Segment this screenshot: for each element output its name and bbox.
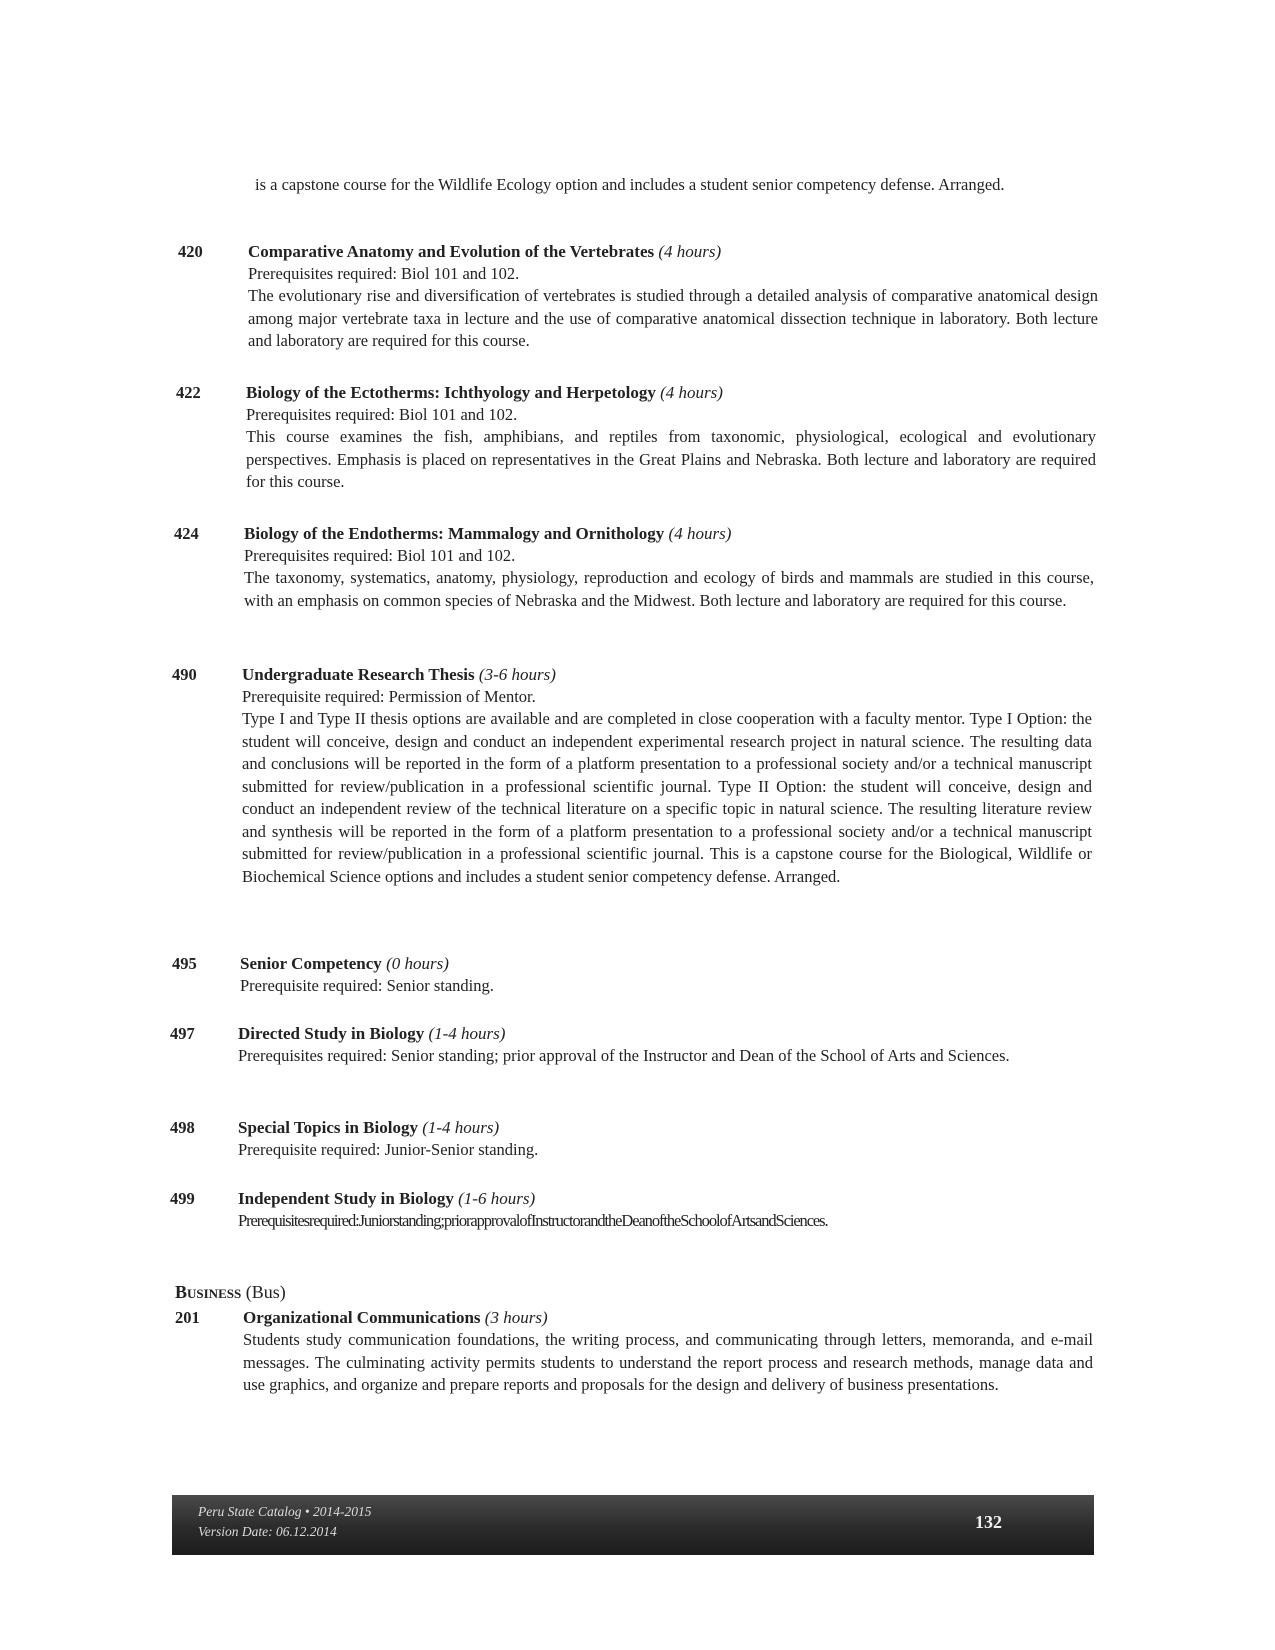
page-number: 132: [975, 1512, 1002, 1532]
course-prerequisites: Prerequisitesrequired:Juniorstanding;priorapprovalofInstructorandtheDeanoftheSchoolofArtsandSciences.: [238, 1211, 828, 1230]
course-body: [238, 1023, 1088, 1067]
section-title: Business: [175, 1282, 242, 1302]
course-title-line: [240, 953, 1090, 975]
course-title-line: [243, 1307, 1093, 1329]
course-description: Students study communication foundations, the writing process, and communicating through letters, memoranda, and e-mail messages. The culminating activity permits students to understand the report process and research methods, manage data and use graphics, and organize and prepare reports and proposals for the design and delivery of business presentations.: [243, 1330, 1093, 1394]
course-number: 499: [170, 1189, 195, 1208]
course-number: 420: [178, 242, 203, 261]
course-title-line: [242, 664, 1092, 686]
course-title: Biology of the Endotherms: Mammalogy and Ornithology: [244, 524, 665, 543]
course-title-line: [238, 1023, 1088, 1045]
course-body: [242, 664, 1092, 888]
course-prerequisites: Prerequisites required: Biol 101 and 102.: [248, 264, 520, 283]
footer-version-date: Version Date: 06.12.2014: [198, 1524, 337, 1539]
course-title: Independent Study in Biology: [238, 1189, 454, 1208]
course-title: Senior Competency: [240, 954, 382, 973]
course-hours: (3 hours): [484, 1308, 548, 1327]
course-title: Special Topics in Biology: [238, 1118, 418, 1137]
course-body: [244, 523, 1094, 612]
course-prerequisites: Prerequisite required: Permission of Mentor.: [242, 687, 536, 706]
course-title: Directed Study in Biology: [238, 1024, 425, 1043]
course-number: 495: [172, 954, 197, 973]
section-code: (Bus): [245, 1282, 286, 1302]
course-hours: (3-6 hours): [478, 665, 556, 684]
course-hours: (0 hours): [386, 954, 449, 973]
course-body: [240, 953, 1090, 997]
course-prerequisites: Prerequisites required: Biol 101 and 102.: [246, 405, 518, 424]
course-hours: (1-4 hours): [422, 1118, 500, 1137]
course-number: 424: [174, 524, 199, 543]
page-footer: [172, 1495, 1094, 1555]
course-description: The taxonomy, systematics, anatomy, physiology, reproduction and ecology of birds and mammals are studied in this course, with an emphasis on common species of Nebraska and the Midwest. Both lecture and laboratory are required for this course.: [244, 568, 1094, 610]
course-description: This course examines the fish, amphibians, and reptiles from taxonomic, physiological, ecological and evolutionary perspectives. Emphasis is placed on representatives in the Great Plains and Nebraska. Both lecture and laboratory are required for this course.: [246, 427, 1096, 491]
course-title-line: [248, 241, 1098, 263]
course-body: [243, 1307, 1093, 1397]
course-number: 201: [175, 1308, 200, 1327]
course-description: The evolutionary rise and diversification of vertebrates is studied through a detailed analysis of comparative anatomical design among major vertebrate taxa in lecture and the use of comparative anatomical dissection technique in laboratory. Both lecture and laboratory are required for this course.: [248, 286, 1098, 350]
course-prerequisites: Prerequisite required: Junior-Senior standing.: [238, 1140, 539, 1159]
course-title-line: [238, 1188, 1088, 1210]
course-description: Type I and Type II thesis options are available and are completed in close cooperation with a faculty mentor. Type I Option: the student will conceive, design and conduct an independent experimental research project in natural science. The resulting data and conclusions will be reported in the form of a platform presentation to a professional society and/or a technical manuscript submitted for review/publication in a professional scientific journal. Type II Option: the student will conceive, design and conduct an independent review of the technical literature on a specific topic in natural science. The resulting literature review and synthesis will be reported in the form of a platform presentation to a professional society and/or a technical manuscript submitted for review/publication in a professional scientific journal. This is a capstone course for the Biological, Wildlife or Biochemical Science options and includes a student senior competency defense. Arranged.: [242, 709, 1092, 886]
course-hours: (1-4 hours): [428, 1024, 506, 1043]
course-hours: (4 hours): [658, 242, 722, 261]
course-prerequisites: Prerequisites required: Biol 101 and 102.: [244, 546, 516, 565]
course-title: Comparative Anatomy and Evolution of the Vertebrates: [248, 242, 655, 261]
course-title-line: [238, 1117, 1088, 1139]
course-number: 498: [170, 1118, 195, 1137]
course-number: 422: [176, 383, 201, 402]
course-title: Organizational Communications: [243, 1308, 481, 1327]
course-number: 497: [170, 1024, 195, 1043]
course-prerequisites: Prerequisites required: Senior standing; prior approval of the Instructor and Dean of the School of Arts and Sciences.: [238, 1046, 1010, 1065]
course-title-line: [246, 382, 1096, 404]
course-body: [246, 382, 1096, 494]
continued-description: is a capstone course for the Wildlife Ecology option and includes a student senior competency defense. Arranged.: [255, 175, 1005, 194]
footer-catalog-name: Peru State Catalog • 2014-2015: [198, 1504, 372, 1519]
course-body: [238, 1117, 1088, 1161]
course-body: [238, 1188, 1088, 1232]
section-heading-business: [175, 1281, 286, 1303]
course-title: Undergraduate Research Thesis: [242, 665, 475, 684]
course-number: 490: [172, 665, 197, 684]
course-hours: (1-6 hours): [458, 1189, 536, 1208]
course-hours: (4 hours): [660, 383, 723, 402]
course-hours: (4 hours): [668, 524, 732, 543]
course-title: Biology of the Ectotherms: Ichthyology and Herpetology: [246, 383, 656, 402]
course-body: [248, 241, 1098, 353]
course-prerequisites: Prerequisite required: Senior standing.: [240, 976, 494, 995]
course-title-line: [244, 523, 1094, 545]
